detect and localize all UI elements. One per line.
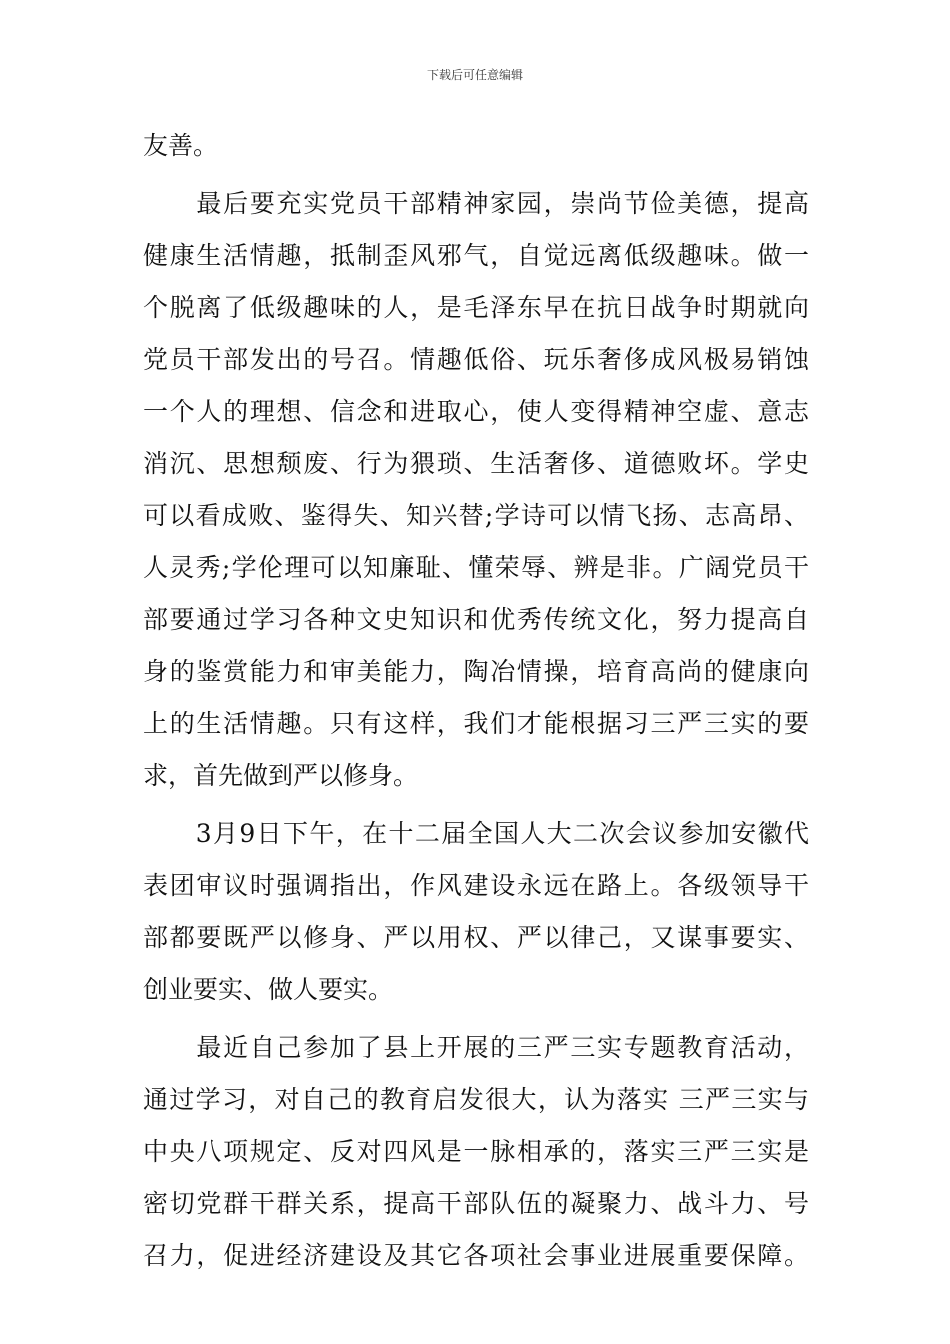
text-line: 可以看成败、鉴得失、知兴替;学诗可以情飞扬、志高昂、: [143, 501, 809, 530]
text-line: 部都要既严以修身、严以用权、严以律己，又谋事要实、: [143, 923, 809, 952]
text-line: 求，首先做到严以修身。: [143, 761, 419, 790]
text-line: 党员干部发出的号召。情趣低俗、玩乐奢侈成风极易销蚀: [143, 345, 809, 374]
text-line: 最近自己参加了县上开展的三严三实专题教育活动，: [143, 1033, 809, 1062]
document-body: [143, 120, 809, 1282]
text-line: 创业要实、做人要实。: [143, 975, 394, 1004]
text-line: 个脱离了低级趣味的人，是毛泽东早在抗日战争时期就向: [143, 293, 809, 322]
paragraph: [143, 178, 809, 802]
text-line: 密切党群干群关系，提高干部队伍的凝聚力、战斗力、号: [143, 1189, 809, 1218]
text-line: 通过学习，对自己的教育启发很大，认为落实 三严三实与: [143, 1085, 809, 1114]
paragraph: [143, 1022, 809, 1282]
text-line: 上的生活情趣。只有这样，我们才能根据习三严三实的要: [143, 709, 809, 738]
text-line: 健康生活情趣，抵制歪风邪气，自觉远离低级趣味。做一: [143, 241, 809, 270]
paragraph: [143, 808, 809, 1016]
text-line: 召力，促进经济建设及其它各项社会事业进展重要保障。: [143, 1241, 809, 1270]
text-line: 表团审议时强调指出，作风建设永远在路上。各级领导干: [143, 871, 809, 900]
text-line: 中央八项规定、反对四风是一脉相承的，落实三严三实是: [143, 1137, 809, 1166]
text-line: 消沉、思想颓废、行为猥琐、生活奢侈、道德败坏。学史: [143, 449, 809, 478]
page-header: 下载后可任意编辑: [426, 68, 523, 82]
paragraph: [143, 120, 809, 172]
text-line: 友善。: [143, 131, 219, 160]
text-line: 身的鉴赏能力和审美能力，陶冶情操，培育高尚的健康向: [143, 657, 809, 686]
text-line: 一个人的理想、信念和进取心，使人变得精神空虚、意志: [143, 397, 809, 426]
text-line: 部要通过学习各种文史知识和优秀传统文化，努力提高自: [143, 605, 809, 634]
text-line: 3月9日下午，在十二届全国人大二次会议参加安徽代: [143, 819, 809, 848]
text-line: 最后要充实党员干部精神家园，崇尚节俭美德，提高: [143, 189, 809, 218]
text-line: 人灵秀;学伦理可以知廉耻、懂荣辱、辨是非。广阔党员干: [143, 553, 809, 582]
